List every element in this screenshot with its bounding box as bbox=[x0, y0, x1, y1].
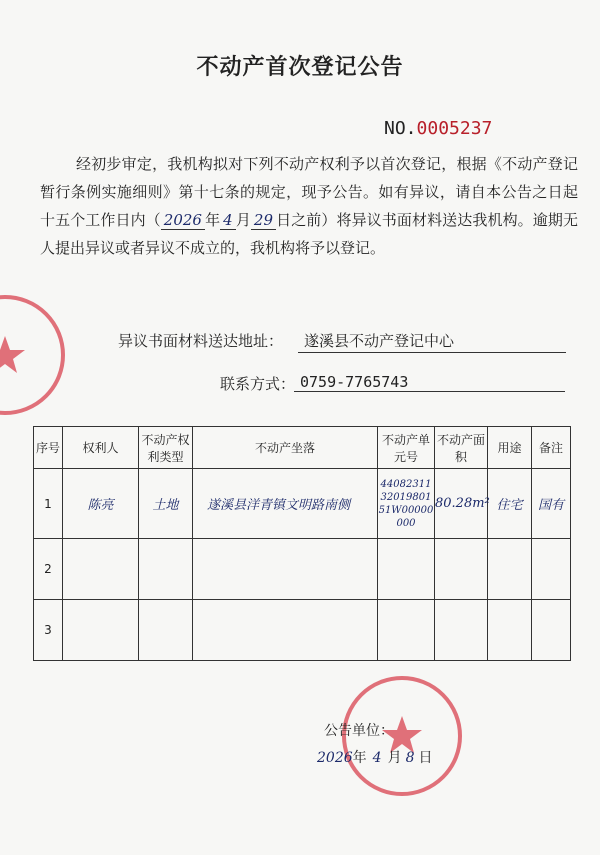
deadline-year-sep: 年 bbox=[204, 211, 221, 229]
header-location: 不动产坐落 bbox=[193, 427, 378, 469]
issue-date-day: 8 bbox=[405, 750, 415, 766]
announcement-body bbox=[40, 150, 578, 262]
official-seal-left bbox=[0, 290, 70, 420]
deadline-month: 4 bbox=[220, 211, 236, 230]
serial-prefix: NO. bbox=[384, 118, 417, 139]
row-owner bbox=[63, 539, 139, 600]
header-owner: 权利人 bbox=[63, 427, 139, 469]
header-unit-number: 不动产单元号 bbox=[378, 427, 435, 469]
deadline-day: 29 bbox=[251, 211, 276, 230]
row-unit-number bbox=[378, 600, 435, 661]
row-location bbox=[193, 600, 378, 661]
deadline-year: 2026 bbox=[161, 211, 205, 230]
row-use bbox=[488, 600, 532, 661]
property-table bbox=[33, 426, 571, 661]
header-use: 用途 bbox=[488, 427, 532, 469]
issue-date-month-sep: 月 bbox=[387, 750, 402, 766]
deadline-month-sep: 月 bbox=[235, 211, 251, 229]
row-location: 遂溪县洋青镇文明路南侧 bbox=[193, 469, 378, 539]
header-index: 序号 bbox=[34, 427, 63, 469]
issue-date bbox=[317, 747, 432, 767]
address-value: 遂溪县不动产登记中心 bbox=[298, 330, 566, 353]
issue-date-year: 2026 bbox=[317, 750, 353, 766]
page-title: 不动产首次登记公告 bbox=[196, 55, 404, 80]
row-right-type bbox=[139, 600, 193, 661]
table-row bbox=[34, 539, 571, 600]
row-index: 1 bbox=[34, 469, 63, 539]
row-right-type bbox=[139, 539, 193, 600]
row-owner bbox=[63, 600, 139, 661]
row-remark bbox=[532, 539, 571, 600]
issue-date-month: 4 bbox=[372, 750, 382, 766]
row-area: 80.28m² bbox=[435, 469, 488, 539]
table-row bbox=[34, 600, 571, 661]
row-unit-number bbox=[378, 539, 435, 600]
row-use bbox=[488, 539, 532, 600]
serial-number bbox=[384, 118, 492, 139]
body-part-1: 经初步审定，我机构拟对下列不动产权利予以首次登记，根据《不动产登记暂行条例实施细则》第十七条的规定，现予公告。如有异议，请自本公告之日起十五个工作日内（ bbox=[40, 155, 578, 229]
issuing-unit-label: 公告单位： bbox=[324, 723, 394, 739]
body-part-2: 将异议书面材料送达我机构。逾期无人提出异议或者异议不成立的，我机构将予以登记。 bbox=[40, 211, 578, 257]
row-location bbox=[193, 539, 378, 600]
contact-label: 联系方式： bbox=[220, 375, 296, 393]
table-header-row bbox=[34, 427, 571, 469]
header-remark: 备注 bbox=[532, 427, 571, 469]
address-label: 异议书面材料送达地址： bbox=[118, 332, 284, 350]
issue-date-year-sep: 年 bbox=[352, 750, 367, 766]
row-use: 住宅 bbox=[488, 469, 532, 539]
row-right-type: 土地 bbox=[139, 469, 193, 539]
row-remark bbox=[532, 600, 571, 661]
row-unit-number: 440823113201980151W00000000 bbox=[378, 469, 435, 539]
row-index: 3 bbox=[34, 600, 63, 661]
row-area bbox=[435, 600, 488, 661]
issue-date-day-sep: 日 bbox=[418, 750, 433, 766]
row-index: 2 bbox=[34, 539, 63, 600]
row-area bbox=[435, 539, 488, 600]
header-right-type: 不动产权利类型 bbox=[139, 427, 193, 469]
row-remark: 国有 bbox=[532, 469, 571, 539]
serial-value: 0005237 bbox=[416, 118, 493, 139]
deadline-day-sep: 日之前） bbox=[276, 211, 337, 229]
table-row bbox=[34, 469, 571, 539]
row-owner: 陈亮 bbox=[63, 469, 139, 539]
header-area: 不动产面积 bbox=[435, 427, 488, 469]
contact-value: 0759-7765743 bbox=[294, 373, 565, 392]
